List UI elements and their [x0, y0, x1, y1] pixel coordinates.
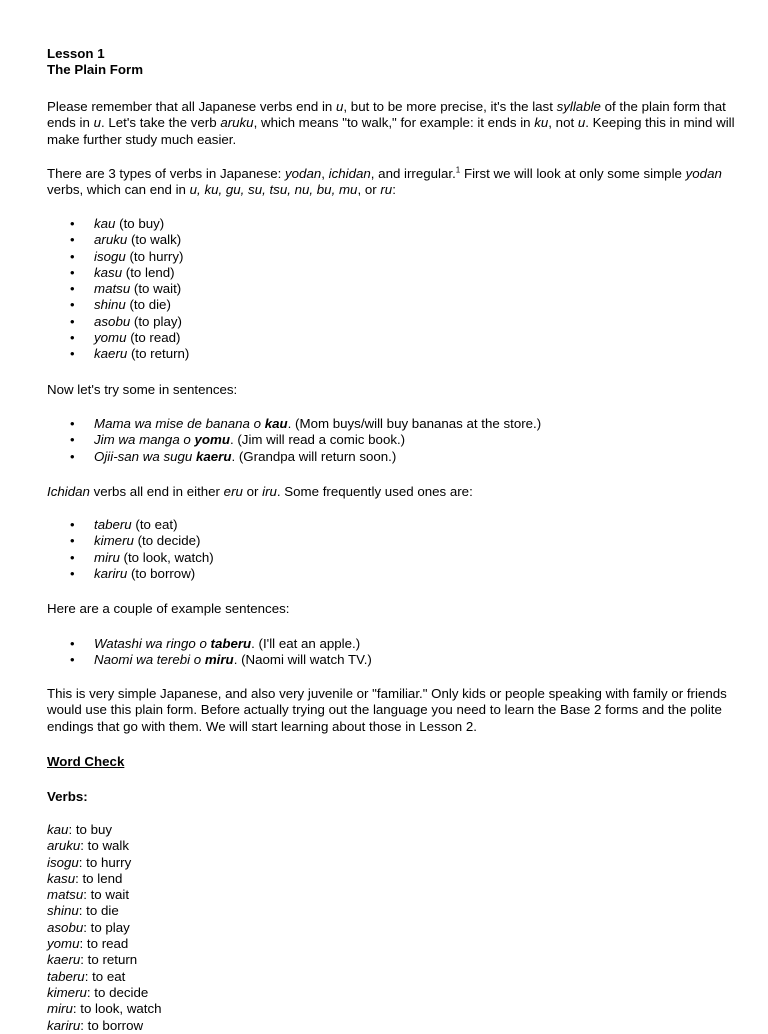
closing-paragraph: This is very simple Japanese, and also very juvenile or "familiar." Only kids or people speaking with family or friends would use this plain form. Before actually trying out the language you need to learn the Base 2 forms and the polite endings that go with them. We will start learning about those in Lesson 2. — [47, 686, 727, 734]
verb: kariru — [94, 565, 128, 581]
sentences-intro: Now let's try some in sentences: — [47, 382, 238, 397]
gloss: (to decide) — [133, 533, 201, 549]
intro-paragraph-2: There are 3 types of verbs in Japanese: yodan, ichidan, and irregular.$^1$ First we will look at only some simple yodan verbs, which can end in u, ku, gu, su, tsu, nu, bu, mu, or ru: — [47, 165, 722, 198]
japanese-text: Naomi wa terebi o — [94, 652, 205, 668]
verb: isogu — [94, 248, 126, 264]
vocab-entry — [47, 920, 737, 936]
vocab-term: kimeru — [47, 984, 87, 1000]
vocab-definition: : to walk — [80, 838, 130, 854]
vocab-entry — [47, 903, 737, 919]
verbs-heading: Verbs: — [47, 789, 88, 804]
verb: aruku — [94, 232, 128, 248]
vocab-definition: : to read — [79, 936, 129, 952]
gloss: (to die) — [125, 297, 171, 313]
list-item — [47, 636, 372, 652]
vocab-term: shinu — [47, 903, 79, 919]
vocab-entry — [47, 887, 737, 903]
list-item — [47, 216, 189, 232]
vocab-entry — [47, 952, 737, 968]
list-item — [47, 432, 541, 448]
verb: kau — [94, 216, 116, 231]
japanese-text: Ojii-san wa sugu — [94, 448, 196, 464]
ichidan-sentence-list — [47, 636, 372, 669]
list-item — [47, 281, 189, 297]
ichidan-intro: Ichidan verbs all end in either eru or iru. Some frequently used ones are: — [47, 484, 473, 499]
verb: yomu — [194, 432, 230, 448]
japanese-text: Watashi wa ringo o — [94, 636, 211, 651]
list-item — [47, 346, 189, 362]
vocab-definition: : to look, watch — [72, 1001, 162, 1017]
gloss: (to return) — [127, 346, 190, 362]
vocab-entry — [47, 838, 737, 854]
vocab-definition: : to wait — [83, 887, 130, 903]
lesson-number: Lesson 1 — [47, 46, 105, 61]
japanese-text: Jim wa manga o — [94, 432, 195, 448]
list-item — [47, 550, 214, 566]
vocab-definition: : to return — [80, 952, 138, 968]
japanese-text: Mama wa mise de banana o — [94, 416, 265, 431]
gloss: (to buy) — [115, 216, 165, 231]
gloss: (to read) — [126, 330, 181, 346]
lesson-header — [47, 46, 737, 79]
verb: kau — [264, 416, 288, 431]
vocab-entry — [47, 822, 737, 838]
verb: taberu — [210, 636, 252, 651]
vocab-term: aruku — [47, 838, 81, 854]
list-item — [47, 652, 372, 668]
list-item — [47, 314, 189, 330]
footnote-marker[interactable]: 1 — [455, 165, 461, 175]
list-item — [47, 416, 541, 432]
vocab-entry — [47, 1001, 737, 1017]
vocab-term: taberu — [47, 968, 85, 984]
verb: kaeru — [196, 448, 232, 464]
vocab-entry — [47, 936, 737, 952]
vocab-entry — [47, 1018, 737, 1034]
vocab-definition: : to hurry — [78, 854, 132, 870]
gloss: (to lend) — [122, 264, 175, 280]
vocab-definition: : to decide — [86, 984, 149, 1000]
gloss: (to walk) — [127, 232, 182, 248]
intro-paragraph-1: Please remember that all Japanese verbs end in u, but to be more precise, it's the last syllable of the plain form that ends in u. Let's take the verb aruku, which means "to walk," for example: it ends in ku, not u. Keeping this in mind will make further study much easier. — [47, 99, 735, 147]
translation: . (Jim will read a comic book.) — [229, 432, 406, 448]
vocab-term: yomu — [47, 936, 80, 952]
list-item — [47, 297, 189, 313]
verb: asobu — [94, 313, 131, 329]
vocab-term: kau — [47, 822, 69, 837]
translation: . (Grandpa will return soon.) — [231, 448, 397, 464]
gloss: (to hurry) — [125, 248, 184, 264]
list-item — [47, 449, 541, 465]
verb: taberu — [94, 517, 132, 532]
ichidan-verb-list — [47, 517, 214, 582]
vocab-definition: : to play — [83, 919, 130, 935]
verb: shinu — [94, 297, 126, 313]
vocab-entry — [47, 985, 737, 1001]
gloss: (to borrow) — [127, 565, 196, 581]
list-item — [47, 330, 189, 346]
yodan-sentence-list — [47, 416, 541, 465]
vocab-definition: : to die — [78, 903, 119, 919]
vocab-term: kasu — [47, 870, 76, 886]
verb: yomu — [94, 330, 127, 346]
examples-intro: Here are a couple of example sentences: — [47, 601, 290, 616]
gloss: (to wait) — [130, 281, 182, 297]
list-item — [47, 265, 189, 281]
vocab-definition: : to lend — [75, 870, 123, 886]
verb: miru — [94, 549, 120, 565]
yodan-verb-list — [47, 216, 189, 363]
vocab-entry — [47, 871, 737, 887]
list-item — [47, 249, 189, 265]
vocab-term: matsu — [47, 887, 84, 903]
vocab-definition: : to eat — [84, 968, 126, 984]
list-item — [47, 566, 214, 582]
verb: miru — [204, 652, 234, 668]
vocab-term: asobu — [47, 919, 84, 935]
vocab-term: miru — [47, 1001, 73, 1017]
list-item — [47, 232, 189, 248]
verb: kaeru — [94, 346, 128, 362]
list-item — [47, 517, 214, 533]
vocab-term: kaeru — [47, 952, 81, 968]
vocab-term: isogu — [47, 854, 79, 870]
list-item — [47, 533, 214, 549]
verb: kasu — [94, 264, 123, 280]
verb: kimeru — [94, 533, 134, 549]
gloss: (to look, watch) — [119, 549, 214, 565]
translation: . (Naomi will watch TV.) — [233, 652, 372, 668]
vocab-term: kariru — [47, 1017, 81, 1033]
vocab-definition: : to borrow — [80, 1017, 144, 1033]
word-check-heading: Word Check — [47, 754, 125, 769]
lesson-title: The Plain Form — [47, 62, 144, 78]
gloss: (to play) — [130, 313, 182, 329]
vocab-definition: : to buy — [68, 822, 113, 837]
translation: . (Mom buys/will buy bananas at the store.) — [287, 416, 542, 431]
vocab-entry — [47, 855, 737, 871]
vocab-entry — [47, 969, 737, 985]
translation: . (I'll eat an apple.) — [251, 636, 361, 651]
gloss: (to eat) — [131, 517, 178, 532]
verb: matsu — [94, 281, 131, 297]
vocab-list — [47, 822, 737, 1034]
